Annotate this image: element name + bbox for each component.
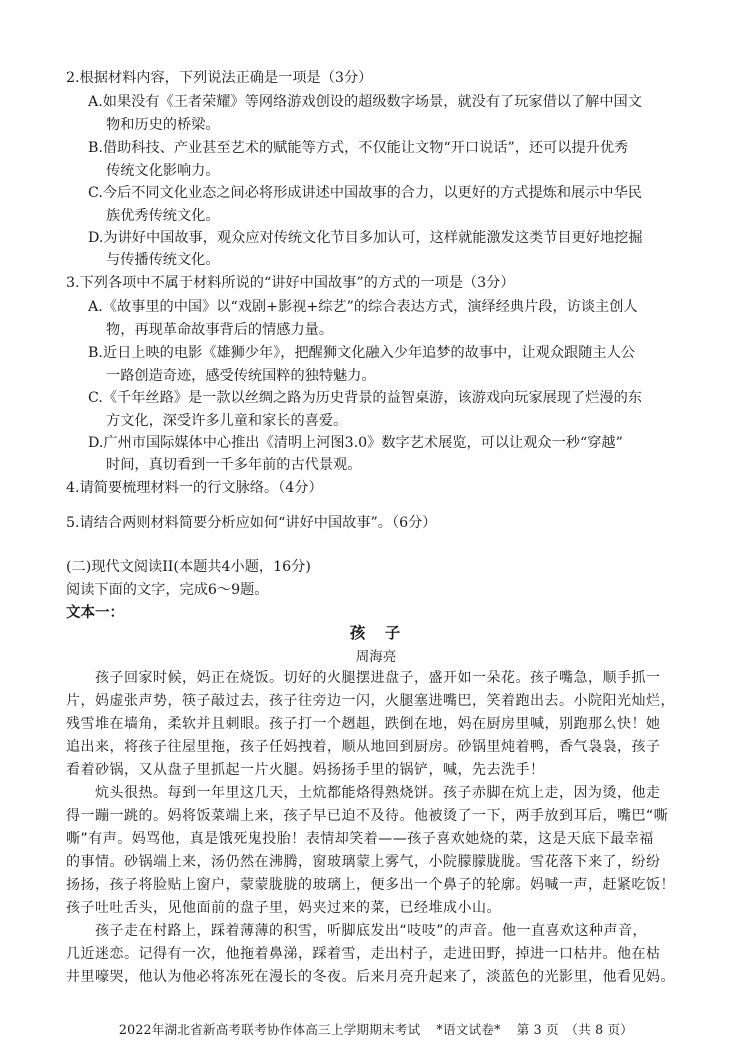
question-2-option-b-cont: 传统文化影响力。 (106, 163, 220, 179)
question-4: 4.请简要梳理材料一的行文脉络。（4分） (66, 480, 323, 496)
story-line: 扬扬，孩子将脸贴上窗户，蒙蒙胧胧的玻璃上，便多出一个鼻子的轮廓。妈喊一声，赶紧吃饭！ (66, 877, 675, 893)
text-one-label: 文本一： (66, 605, 124, 621)
question-3-option-d: D.广州市国际媒体中心推出《清明上河图3.0》数字艺术展览，可以让观众一秒“穿越” (88, 435, 623, 451)
question-2-option-c-cont: 族优秀传统文化。 (106, 208, 220, 224)
story-line: 看着砂锅，又从盘子里抓起一片火腿。妈扬扬手里的锅铲，喊，先去洗手！ (66, 762, 545, 778)
question-3-option-a: A.《故事里的中国》以“戏剧+影视+综艺”的综合表达方式，演绎经典片段，访谈主创人 (88, 299, 638, 315)
section-instruction: 阅读下面的文字，完成6～9题。 (66, 582, 269, 598)
question-3-option-c: C.《千年丝路》是一款以丝绸之路为历史背景的益智桌游，该游戏向玩家展现了烂漫的东 (88, 390, 642, 406)
story-line: 炕头很热。每到一年里这几天，土炕都能烙得熟烧饼。孩子赤脚在炕上走，因为烫，他走 (66, 785, 661, 801)
story-line: 孩子走在村路上，踩着薄薄的积雪，听脚底发出“吱吱”的声音。他一直喜欢这种声音， (66, 923, 648, 939)
question-3-option-b: B.近日上映的电影《雄狮少年》，把醒狮文化融入少年追梦的故事中，让观众跟随主人公 (88, 345, 635, 361)
question-2-option-a-cont: 物和历史的桥梁。 (106, 117, 220, 133)
question-2-stem: 2.根据材料内容，下列说法正确是一项是（3分） (66, 70, 373, 86)
story-line: 几近迷恋。记得有一次，他拖着鼻涕，踩着雪，走出村子，走进田野，掉进一口枯井。他在枯 (66, 946, 661, 962)
question-2-option-c: C.今后不同文化业态之间必将形成讲述中国故事的合力，以更好的方式提炼和展示中华民 (88, 185, 642, 201)
story-line: 片，妈虚张声势，筷子敲过去，孩子往旁边一闪，火腿塞进嘴巴，笑着跑出去。小院阳光灿烂， (66, 693, 675, 709)
footer-subject: *语文试卷* (436, 1022, 501, 1037)
page-footer (0, 1020, 752, 1040)
story-line: 得一蹦一跳的。妈将饭菜端上来，孩子早已迫不及待。他被烫了一下，两手放到耳后，嘴巴“嘶 (66, 808, 669, 824)
question-3-stem: 3.下列各项中不属于材料所说的“讲好中国故事”的方式的一项是（3分） (66, 275, 515, 291)
question-3-option-a-cont: 物，再现革命故事背后的情感力量。 (106, 322, 334, 338)
story-line: 孩子回家时候，妈正在烧饭。切好的火腿摆进盘子，盛开如一朵花。孩子嘴急，顺手抓一 (66, 670, 661, 686)
story-author: 周海亮 (355, 649, 397, 665)
story-line: 嘶”有声。妈骂他，真是饿死鬼投胎！表情却笑着——孩子喜欢她烧的菜，这是天底下最幸福 (66, 831, 654, 847)
story-title: 孩 子 (349, 624, 403, 642)
question-2-option-d: D.为讲好中国故事，观众应对传统文化节目多加认可，这样就能激发这类节目更好地挖掘 (88, 230, 643, 246)
story-line: 的事情。砂锅端上来，汤仍然在沸腾，窗玻璃蒙上雾气，小院朦朦胧胧。雪花落下来了，纷纷 (66, 854, 661, 870)
question-3-option-d-cont: 时间，真切看到一千多年前的古代景观。 (106, 457, 362, 473)
story-line: 追出来，将孩子往屋里拖，孩子任妈拽着，顺从地回到厨房。砂锅里炖着鸭，香气袅袅，孩子 (66, 739, 661, 755)
footer-page-number: 第 3 页 （共 8 页） (516, 1022, 634, 1037)
story-line: 残雪堆在墙角，柔软并且刺眼。孩子打一个趔趄，跌倒在地，妈在厨房里喊，别跑那么快！她 (66, 716, 661, 732)
story-line: 孩子吐吐舌头，见他面前的盘子里，妈夹过来的菜，已经堆成小山。 (66, 900, 501, 916)
footer-exam-name: 2022年湖北省新高考联考协作体高三上学期期末考试 (118, 1022, 421, 1037)
question-3-option-c-cont: 方文化，深受许多儿童和家长的喜爱。 (106, 413, 348, 429)
section-heading: (二)现代文阅读II(本题共4小题，16分) (66, 559, 311, 575)
question-2-option-a: A.如果没有《王者荣耀》等网络游戏创设的超级数字场景，就没有了玩家借以了解中国文 (88, 94, 642, 110)
story-line: 井里嚎哭，他认为他必将冻死在漫长的冬夜。后来月亮升起来了，淡蓝色的光影里，他看见妈。 (66, 969, 675, 985)
question-5: 5.请结合两则材料简要分析应如何“讲好中国故事”。（6分） (66, 515, 437, 531)
question-3-option-b-cont: 一路创造奇迹，感受传统国粹的独特魅力。 (106, 368, 376, 384)
question-2-option-d-cont: 与传播传统文化。 (106, 252, 220, 268)
question-2-option-b: B.借助科技、产业甚至艺术的赋能等方式，不仅能让文物“开口说话”，还可以提升优秀 (88, 140, 629, 156)
